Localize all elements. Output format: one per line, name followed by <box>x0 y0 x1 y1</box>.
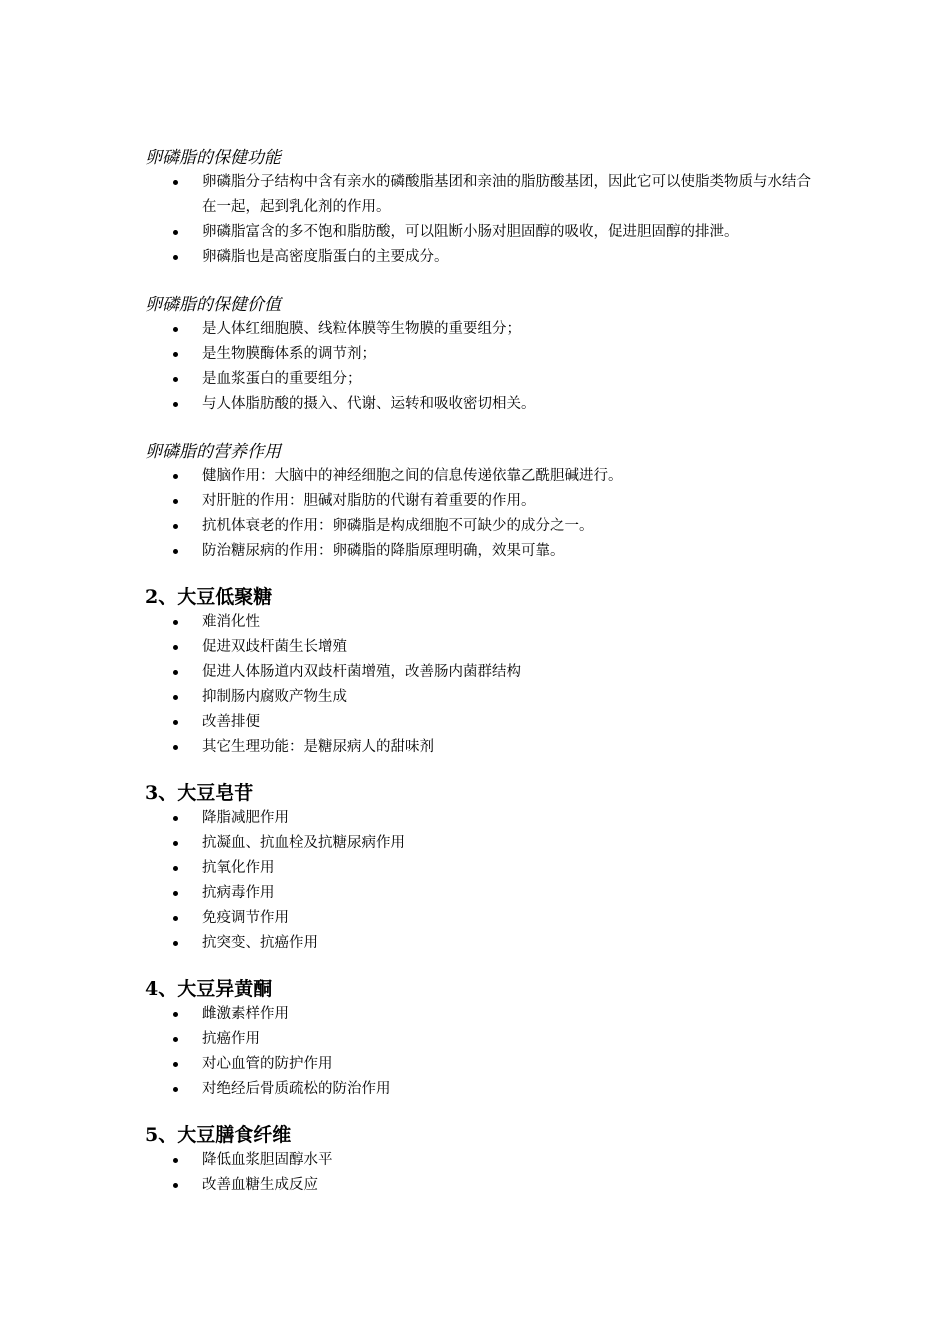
section-heading: 3、大豆皂苷 <box>145 782 254 804</box>
section-heading: 卵磷脂的保健价值 <box>145 295 281 315</box>
bullet-icon <box>173 841 178 846</box>
section-lecithin-nutrition <box>145 440 815 564</box>
list-item <box>145 245 815 270</box>
bullet-list <box>145 806 815 956</box>
list-item <box>145 1148 815 1173</box>
bullet-icon <box>173 377 178 382</box>
bullet-icon <box>173 745 178 750</box>
list-item-text: 是生物膜酶体系的调节剂； <box>202 346 376 362</box>
list-item-text: 免疫调节作用 <box>202 910 289 926</box>
bullet-icon <box>173 1012 178 1017</box>
section-heading: 卵磷脂的保健功能 <box>145 148 281 168</box>
bullet-icon <box>173 499 178 504</box>
list-item <box>145 170 815 220</box>
list-item <box>145 1027 815 1052</box>
list-item-text: 雌激素样作用 <box>202 1006 289 1022</box>
list-item-text: 是血浆蛋白的重要组分； <box>202 371 362 387</box>
list-item <box>145 317 815 342</box>
bullet-icon <box>173 549 178 554</box>
list-item <box>145 831 815 856</box>
list-item-text: 健脑作用：大脑中的神经细胞之间的信息传递依靠乙酰胆碱进行。 <box>202 468 623 484</box>
section-heading: 卵磷脂的营养作用 <box>145 442 281 462</box>
list-item-text: 防治糖尿病的作用：卵磷脂的降脂原理明确，效果可靠。 <box>202 543 565 559</box>
bullet-icon <box>173 695 178 700</box>
bullet-icon <box>173 352 178 357</box>
bullet-list <box>145 1148 815 1198</box>
bullet-icon <box>173 620 178 625</box>
list-item-text: 抗机体衰老的作用：卵磷脂是构成细胞不可缺少的成分之一。 <box>202 518 594 534</box>
list-item <box>145 685 815 710</box>
list-item <box>145 489 815 514</box>
section-lecithin-health-functions <box>145 146 815 270</box>
bullet-icon <box>173 816 178 821</box>
list-item-text: 抗氧化作用 <box>202 860 275 876</box>
list-item-text: 促进双歧杆菌生长增殖 <box>202 639 347 655</box>
section-heading: 4、大豆异黄酮 <box>145 978 273 1000</box>
list-item-text: 卵磷脂分子结构中含有亲水的磷酸脂基团和亲油的脂肪酸基团，因此它可以使脂类物质与水结合在一起，起到乳化剂的作用。 <box>202 174 811 215</box>
list-item <box>145 220 815 245</box>
section-soy-isoflavones <box>145 976 815 1102</box>
list-item-text: 对绝经后骨质疏松的防治作用 <box>202 1081 391 1097</box>
list-item <box>145 514 815 539</box>
list-item-text: 抑制肠内腐败产物生成 <box>202 689 347 705</box>
list-item <box>145 856 815 881</box>
bullet-icon <box>173 327 178 332</box>
bullet-icon <box>173 891 178 896</box>
bullet-icon <box>173 1087 178 1092</box>
list-item <box>145 635 815 660</box>
bullet-list <box>145 170 815 270</box>
bullet-icon <box>173 720 178 725</box>
list-item <box>145 906 815 931</box>
list-item-text: 抗癌作用 <box>202 1031 260 1047</box>
list-item-text: 对肝脏的作用：胆碱对脂肪的代谢有着重要的作用。 <box>202 493 536 509</box>
list-item-text: 卵磷脂富含的多不饱和脂肪酸，可以阻断小肠对胆固醇的吸收，促进胆固醇的排泄。 <box>202 224 739 240</box>
bullet-icon <box>173 1062 178 1067</box>
bullet-icon <box>173 916 178 921</box>
section-soy-dietary-fiber <box>145 1122 815 1198</box>
bullet-icon <box>173 524 178 529</box>
bullet-list <box>145 610 815 760</box>
bullet-icon <box>173 645 178 650</box>
list-item <box>145 464 815 489</box>
bullet-icon <box>173 230 178 235</box>
bullet-icon <box>173 402 178 407</box>
list-item-text: 促进人体肠道内双歧杆菌增殖，改善肠内菌群结构 <box>202 664 521 680</box>
list-item <box>145 660 815 685</box>
list-item-text: 抗病毒作用 <box>202 885 275 901</box>
bullet-icon <box>173 670 178 675</box>
bullet-icon <box>173 1158 178 1163</box>
list-item-text: 与人体脂肪酸的摄入、代谢、运转和吸收密切相关。 <box>202 396 536 412</box>
bullet-icon <box>173 1183 178 1188</box>
list-item-text: 降脂减肥作用 <box>202 810 289 826</box>
list-item-text: 抗突变、抗癌作用 <box>202 935 318 951</box>
bullet-list <box>145 317 815 417</box>
list-item-text: 抗凝血、抗血栓及抗糖尿病作用 <box>202 835 405 851</box>
list-item <box>145 610 815 635</box>
list-item <box>145 881 815 906</box>
list-item <box>145 710 815 735</box>
list-item-text: 难消化性 <box>202 614 260 630</box>
list-item-text: 改善血糖生成反应 <box>202 1177 318 1193</box>
list-item <box>145 735 815 760</box>
list-item <box>145 539 815 564</box>
list-item <box>145 931 815 956</box>
list-item <box>145 806 815 831</box>
bullet-icon <box>173 474 178 479</box>
bullet-icon <box>173 255 178 260</box>
bullet-icon <box>173 866 178 871</box>
bullet-icon <box>173 180 178 185</box>
list-item-text: 对心血管的防护作用 <box>202 1056 333 1072</box>
section-soy-saponins <box>145 780 815 956</box>
list-item-text: 降低血浆胆固醇水平 <box>202 1152 333 1168</box>
section-heading: 2、大豆低聚糖 <box>145 586 273 608</box>
list-item <box>145 1052 815 1077</box>
list-item-text: 是人体红细胞膜、线粒体膜等生物膜的重要组分； <box>202 321 521 337</box>
list-item <box>145 1077 815 1102</box>
list-item-text: 其它生理功能：是糖尿病人的甜味剂 <box>202 739 434 755</box>
list-item <box>145 1173 815 1198</box>
section-heading: 5、大豆膳食纤维 <box>145 1124 292 1146</box>
document-content <box>145 146 815 1198</box>
bullet-icon <box>173 941 178 946</box>
list-item <box>145 392 815 417</box>
list-item <box>145 342 815 367</box>
bullet-list <box>145 464 815 564</box>
section-lecithin-health-value <box>145 293 815 417</box>
list-item <box>145 1002 815 1027</box>
list-item <box>145 367 815 392</box>
bullet-list <box>145 1002 815 1102</box>
bullet-icon <box>173 1037 178 1042</box>
list-item-text: 卵磷脂也是高密度脂蛋白的主要成分。 <box>202 249 449 265</box>
section-soy-oligosaccharides <box>145 584 815 760</box>
list-item-text: 改善排便 <box>202 714 260 730</box>
